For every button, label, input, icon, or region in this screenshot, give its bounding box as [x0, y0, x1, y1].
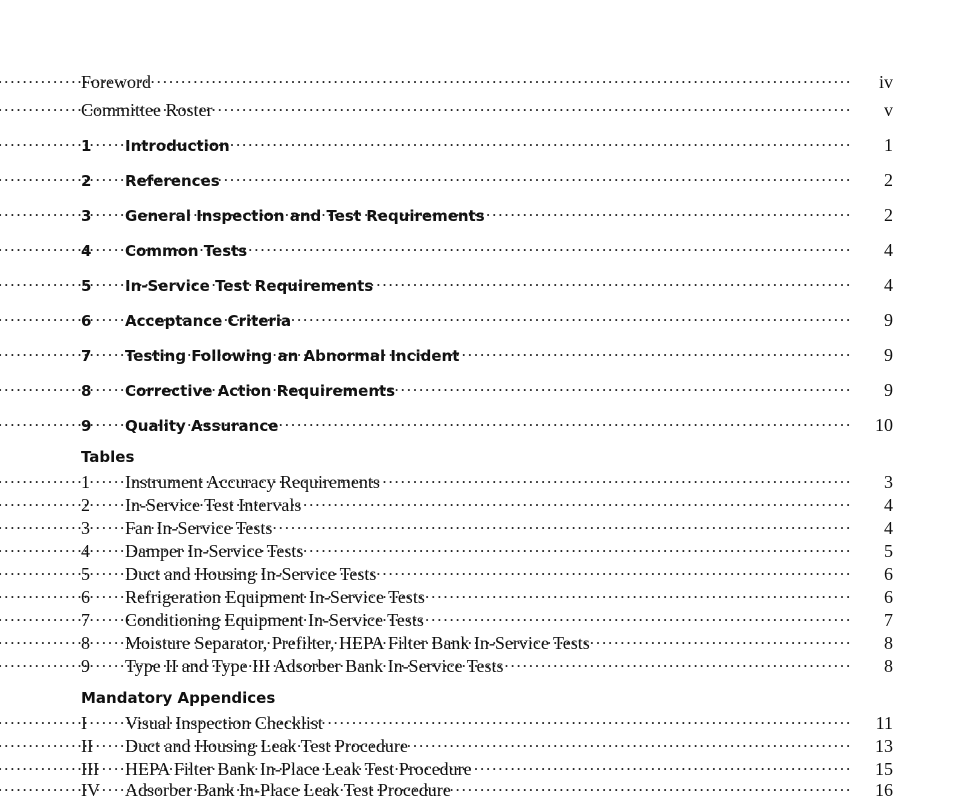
toc-entry-title: Committee Roster	[81, 100, 213, 120]
table-number: 2	[81, 495, 90, 515]
section-page: 4	[884, 240, 893, 260]
table-page: 5	[884, 541, 893, 561]
table-title: Instrument Accuracy Requirements	[125, 472, 380, 492]
table-title: Moisture Separator, Prefilter, HEPA Filter Bank In-Service Tests	[125, 633, 590, 653]
section-page: 2	[884, 205, 893, 225]
appendix-title: Visual Inspection Checklist	[125, 713, 323, 733]
section-page: 9	[884, 380, 893, 400]
dot-leader	[305, 493, 849, 511]
table-page: 8	[884, 633, 893, 653]
table-number: 6	[81, 587, 90, 607]
section-title: Common Tests	[125, 242, 248, 260]
dot-leader	[251, 238, 849, 256]
toc-entry-committee-roster[interactable]	[81, 98, 893, 122]
dot-leader	[327, 711, 849, 729]
section-number: 1	[81, 137, 92, 155]
dot-leader	[428, 608, 849, 626]
appendix-page: 11	[875, 713, 893, 733]
toc-entry-foreword[interactable]	[81, 70, 893, 94]
section-page: 10	[875, 415, 893, 435]
table-title: Conditioning Equipment In-Service Tests	[125, 610, 424, 630]
appendix-title: HEPA Filter Bank In-Place Leak Test Procedure	[125, 759, 472, 779]
dot-leader	[399, 378, 849, 396]
table-number: 8	[81, 633, 90, 653]
toc-section-7[interactable]	[81, 343, 893, 367]
dot-leader	[384, 470, 849, 488]
section-page: 4	[884, 275, 893, 295]
appendix-number: III	[81, 759, 99, 779]
toc-section-8[interactable]	[81, 378, 893, 402]
dot-leader	[216, 98, 849, 116]
dot-leader	[234, 133, 849, 151]
section-number: 8	[81, 382, 92, 400]
table-title: In-Service Test Intervals	[125, 495, 302, 515]
dot-leader	[463, 343, 849, 361]
dot-leader	[507, 654, 849, 672]
appendix-page: 13	[875, 736, 893, 756]
table-title: Type II and Type III Adsorber Bank In-Service Tests	[125, 656, 504, 676]
section-number: 3	[81, 207, 92, 225]
section-number: 2	[81, 172, 92, 190]
section-page: 9	[884, 310, 893, 330]
section-number: 6	[81, 312, 92, 330]
dot-leader	[476, 757, 849, 775]
toc-section-1[interactable]	[81, 133, 893, 157]
section-title: In-Service Test Requirements	[125, 277, 374, 295]
table-title: Damper In-Service Tests	[125, 541, 304, 561]
section-title: Quality Assurance	[125, 417, 279, 435]
appendix-title: Adsorber Bank In-Place Leak Test Procedure	[125, 780, 451, 800]
section-page: 1	[884, 135, 893, 155]
section-number: 7	[81, 347, 92, 365]
section-page: 2	[884, 170, 893, 190]
tables-heading: Tables	[81, 448, 135, 466]
table-page: 6	[884, 564, 893, 584]
dot-leader	[224, 168, 849, 186]
dot-leader	[429, 585, 849, 603]
dot-leader	[489, 203, 849, 221]
dot-leader	[307, 539, 849, 557]
toc-section-9[interactable]	[81, 413, 893, 437]
toc-entry-title: Foreword	[81, 72, 151, 92]
section-title: General Inspection and Test Requirements	[125, 207, 485, 225]
dot-leader	[380, 562, 849, 580]
table-number: 5	[81, 564, 90, 584]
dot-leader	[455, 778, 849, 796]
section-title: References	[125, 172, 220, 190]
toc-section-2[interactable]	[81, 168, 893, 192]
appendix-number: IV	[81, 780, 100, 800]
table-page: 6	[884, 587, 893, 607]
table-page: 7	[884, 610, 893, 630]
section-number: 4	[81, 242, 92, 260]
toc-section-6[interactable]	[81, 308, 893, 332]
dot-leader	[282, 413, 849, 431]
table-page: 4	[884, 495, 893, 515]
appendix-page: 15	[875, 759, 893, 779]
dot-leader	[295, 308, 849, 326]
dot-leader	[594, 631, 849, 649]
dot-leader	[155, 70, 849, 88]
table-title: Fan In-Service Tests	[125, 518, 273, 538]
section-title: Corrective Action Requirements	[125, 382, 396, 400]
table-page: 4	[884, 518, 893, 538]
section-title: Testing Following an Abnormal Incident	[125, 347, 460, 365]
table-title: Duct and Housing In-Service Tests	[125, 564, 377, 584]
toc-entry-page: v	[884, 100, 893, 120]
toc-section-3[interactable]	[81, 203, 893, 227]
appendix-number: I	[81, 713, 87, 733]
appendix-title: Duct and Housing Leak Test Procedure	[125, 736, 408, 756]
section-number: 9	[81, 417, 92, 435]
appendix-number: II	[81, 736, 93, 756]
table-page: 8	[884, 656, 893, 676]
table-number: 9	[81, 656, 90, 676]
table-page: 3	[884, 472, 893, 492]
appendix-page: 16	[875, 780, 893, 800]
dot-leader	[276, 516, 849, 534]
section-title: Introduction	[125, 137, 230, 155]
table-number: 7	[81, 610, 90, 630]
dot-leader	[377, 273, 849, 291]
toc-table-9[interactable]	[81, 654, 893, 678]
toc-entry-page: iv	[878, 72, 893, 92]
toc-section-5[interactable]	[81, 273, 893, 297]
toc-section-4[interactable]	[81, 238, 893, 262]
table-title: Refrigeration Equipment In-Service Tests	[125, 587, 425, 607]
section-title: Acceptance Criteria	[125, 312, 292, 330]
table-number: 3	[81, 518, 90, 538]
dot-leader	[412, 734, 849, 752]
section-number: 5	[81, 277, 92, 295]
section-page: 9	[884, 345, 893, 365]
appendices-heading: Mandatory Appendices	[81, 689, 276, 707]
table-number: 1	[81, 472, 90, 492]
table-number: 4	[81, 541, 90, 561]
toc-appendix-iv[interactable]	[81, 778, 893, 800]
